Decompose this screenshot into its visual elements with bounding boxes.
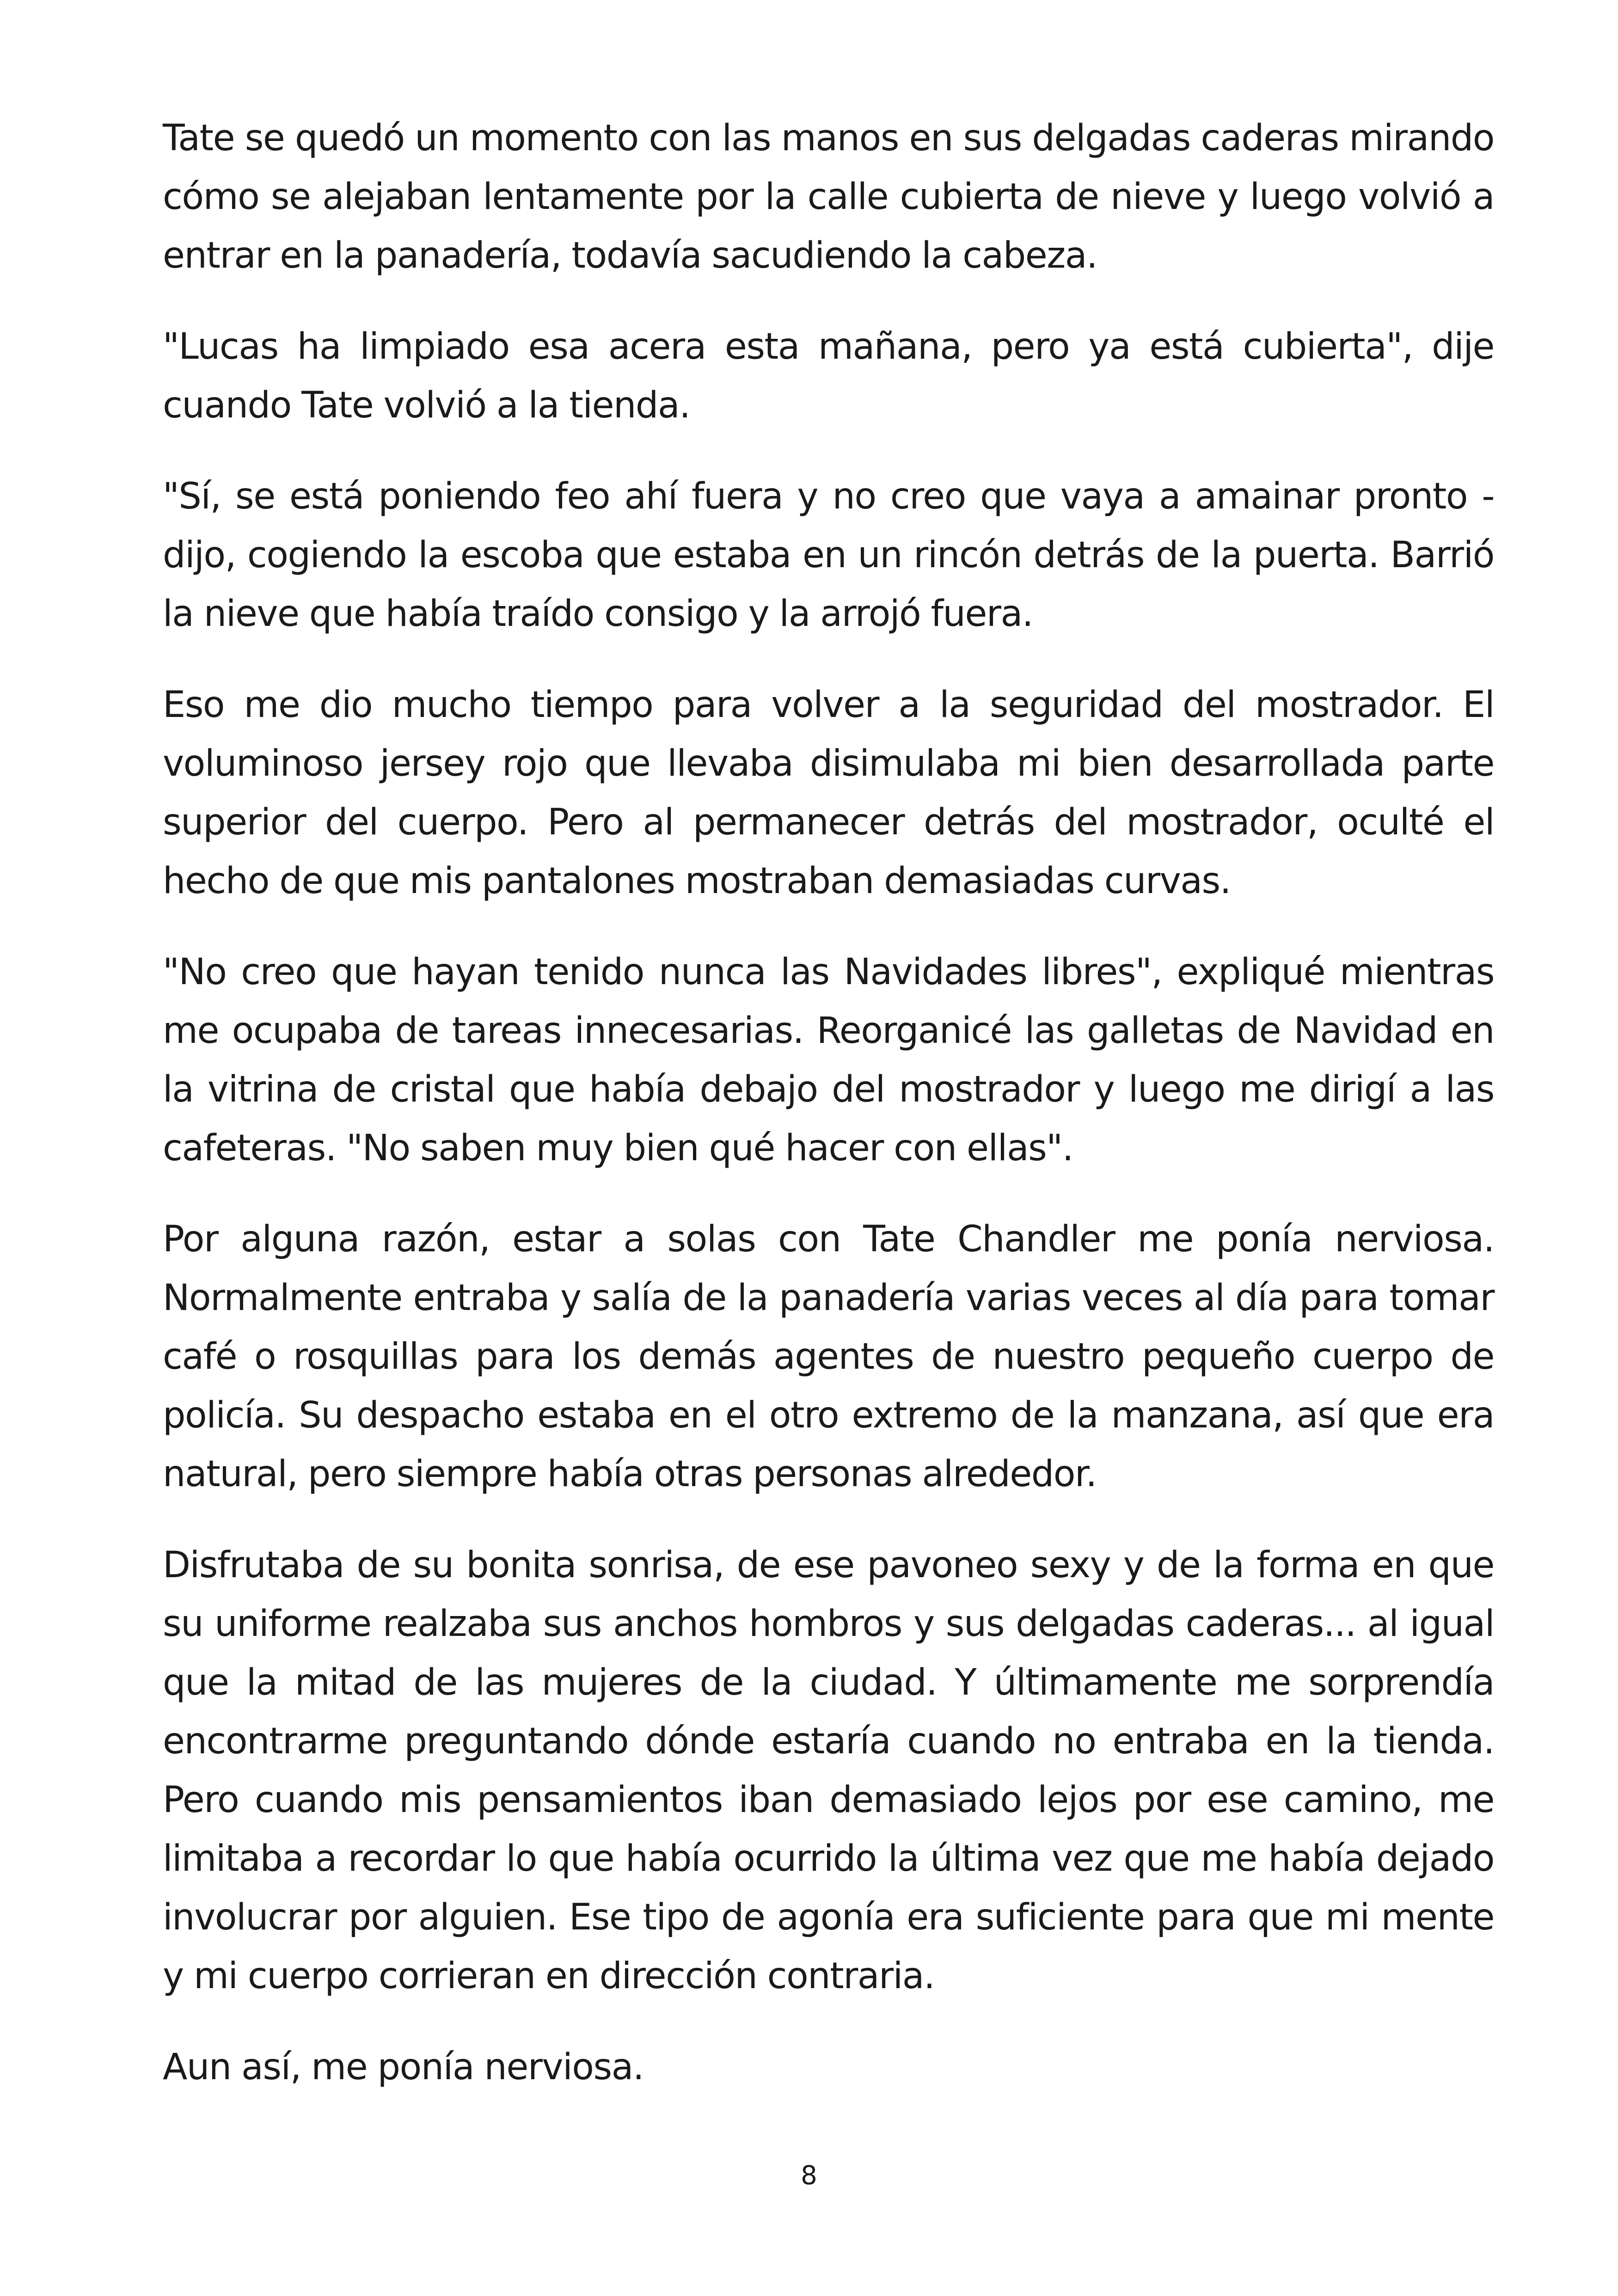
paragraph-7: Disfrutaba de su bonita sonrisa, de ese pavoneo sexy y de la forma en que su uniforme realzaba sus anchos hombros y sus delgadas caderas... al igual que la mitad de las mujeres de la ciudad. Y últimamente me sorprendía encontrarme preguntando dónde estaría cuando no entraba en la tienda. Pero cuando mis pensamientos iban demasiado lejos por ese camino, me limitaba a recordar lo que había ocurrido la última vez que me había dejado involucrar por alguien. Ese tipo de agonía era suficiente para que mi mente y mi cuerpo corrieran en dirección contraria. [163, 1544, 1494, 1997]
paragraph-1: Tate se quedó un momento con las manos en sus delgadas caderas mirando cómo se alejaban lentamente por la calle cubierta de nieve y luego volvió a entrar en la panadería, todavía sacudiendo la cabeza. [163, 117, 1494, 276]
paragraph-5: "No creo que hayan tenido nunca las Navidades libres", expliqué mientras me ocupaba de tareas innecesarias. Reorganicé las galletas de Navidad en la vitrina de cristal que había debajo del mostrador y luego me dirigí a las cafeteras. "No saben muy bien qué hacer con ellas". [163, 951, 1494, 1169]
paragraph-6: Por alguna razón, estar a solas con Tate Chandler me ponía nerviosa. Normalmente entraba y salía de la panadería varias veces al día para tomar café o rosquillas para los demás agentes de nuestro pequeño cuerpo de policía. Su despacho estaba en el otro extremo de la manzana, así que era natural, pero siempre había otras personas alrededor. [163, 1218, 1494, 1495]
paragraph-4: Eso me dio mucho tiempo para volver a la seguridad del mostrador. El voluminoso jersey rojo que llevaba disimulaba mi bien desarrollada parte superior del cuerpo. Pero al permanecer detrás del mostrador, oculté el hecho de que mis pantalones mostraban demasiadas curvas. [163, 684, 1494, 902]
body-text [163, 109, 1494, 2129]
paragraph-8: Aun así, me ponía nerviosa. [163, 2046, 644, 2088]
paragraph-3: "Sí, se está poniendo feo ahí fuera y no creo que vaya a amainar pronto -dijo, cogiendo la escoba que estaba en un rincón detrás de la puerta. Barrió la nieve que había traído consigo y la arrojó fuera. [163, 476, 1494, 635]
paragraph-2: "Lucas ha limpiado esa acera esta mañana, pero ya está cubierta", dije cuando Tate volvió a la tienda. [163, 326, 1494, 426]
page-number: 8 [801, 2161, 817, 2191]
